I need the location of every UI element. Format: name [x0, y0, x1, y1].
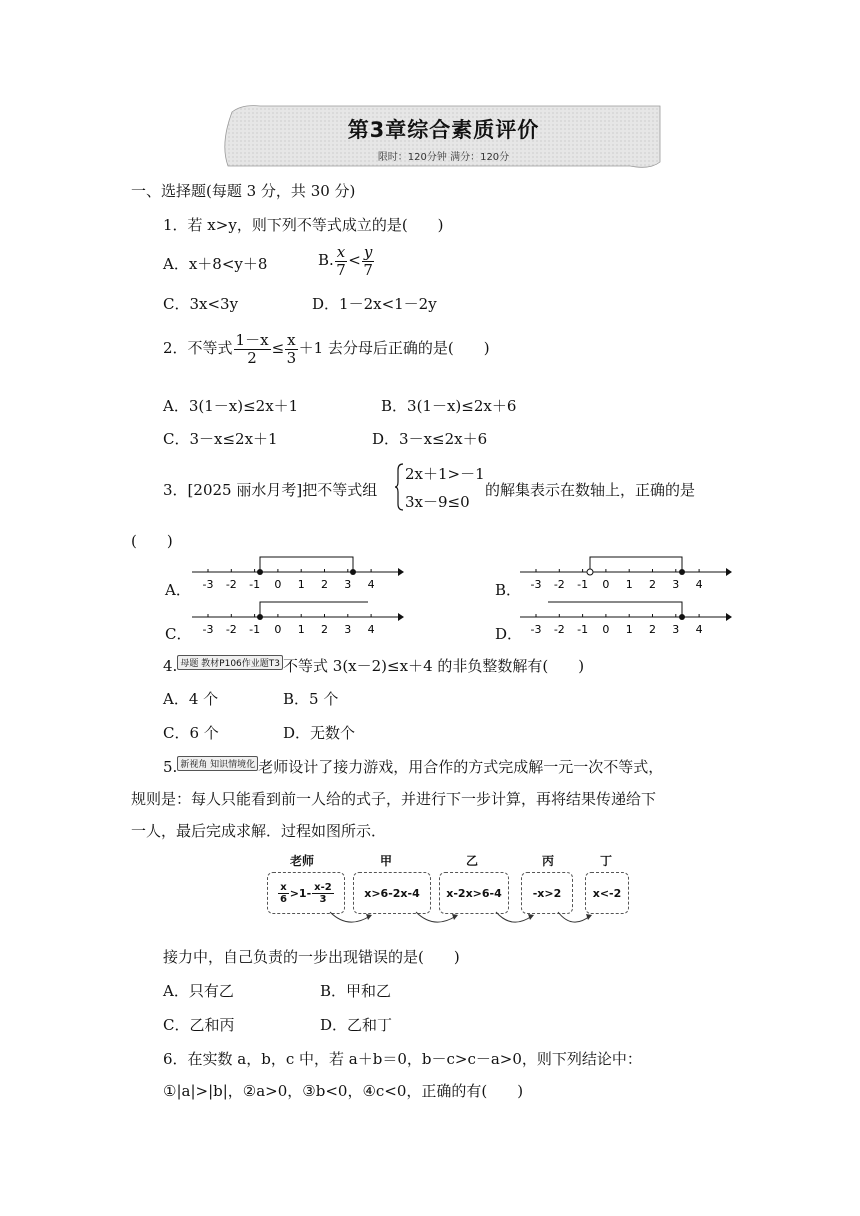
q1-option-b: B. $\frac{x}{7}$ < $\frac{y}{7}$: [318, 243, 373, 279]
q6-line-2: ①|a|>|b|，②a>0，③b<0，④c<0，正确的有( ): [163, 1082, 524, 1100]
flow-teacher-mid: >1-: [289, 886, 312, 900]
tick-label: -1: [249, 578, 261, 591]
q2-option-b: B．3(1－x)≤2x＋6: [381, 397, 517, 415]
flow-teacher-frac-b-den: 3: [319, 893, 327, 905]
flow-label-teacher: 老师: [290, 854, 315, 868]
arrow-icon: [586, 914, 592, 920]
arrow-icon: [528, 914, 534, 920]
q2-frac1-den: 2: [247, 348, 257, 367]
flow-label-yi: 乙: [466, 854, 479, 868]
q4-source-tag: 母题 教材P106作业题T3: [177, 655, 283, 670]
q5-line-3: 一人，最后完成求解．过程如图所示．: [131, 822, 387, 840]
tick-label: 0: [274, 578, 282, 591]
q3-option-b-label: B．: [495, 581, 522, 599]
q5-number: 5.: [163, 758, 178, 776]
q5-line-1: [163, 756, 663, 777]
time-limit-label: 限时：120分钟 满分：120分: [377, 152, 510, 163]
q2-suffix: ＋1 去分母后正确的是( ): [298, 339, 490, 357]
tick-label: 1: [297, 578, 305, 591]
tick-label: -1: [577, 623, 589, 636]
q1-option-a: A．x＋8<y＋8: [163, 255, 268, 273]
tick-label: -2: [225, 578, 237, 591]
tick-label: -3: [202, 578, 214, 591]
flow-box-teacher: [267, 872, 345, 914]
q2-fraction-2: [285, 332, 297, 366]
tick-label: 0: [602, 623, 610, 636]
tick-label: 4: [695, 578, 703, 591]
tick-label: 0: [602, 578, 610, 591]
q5-question: 接力中，自己负责的一步出现错误的是( ): [163, 948, 460, 966]
q1-option-c: C．3x<3y: [163, 295, 239, 313]
q4-option-b: B．5 个: [283, 690, 339, 708]
q3-inequality-2: 3x－9≤0: [405, 493, 470, 511]
q2-frac1-num: 1－x: [235, 331, 269, 349]
number-line-a: [190, 550, 405, 595]
q3-option-a-label: A．: [165, 581, 191, 599]
q3-answer-paren: ( ): [131, 532, 173, 550]
q2-option-a: A．3(1－x)≤2x＋1: [163, 397, 299, 415]
arrow-icon: [366, 914, 372, 920]
flow-label-jia: 甲: [380, 854, 393, 868]
q5-option-c: C．乙和丙: [163, 1016, 235, 1034]
q4-text: 不等式 3(x－2)≤x＋4 的非负整数解有( ): [283, 657, 585, 675]
number-line-b: [518, 550, 733, 595]
tick-label: 1: [625, 578, 633, 591]
flow-label-ding: 丁: [600, 854, 613, 868]
q3-option-c-label: C．: [165, 625, 192, 643]
q5-option-a: A．只有乙: [163, 982, 234, 1000]
q5-option-b: B．甲和乙: [320, 982, 392, 1000]
q5-option-d: D．乙和丁: [320, 1016, 393, 1034]
arrow-icon: [452, 914, 458, 920]
fraction-x-7: $\frac{x}{7}$: [336, 243, 346, 279]
flow-teacher-frac-b: [312, 882, 334, 905]
number-line-c: [190, 595, 405, 640]
q2-le: ≤: [271, 339, 285, 357]
tick-label: 1: [297, 623, 305, 636]
tick-label: 0: [274, 623, 282, 636]
tick-label: 4: [367, 578, 375, 591]
tick-label: 3: [672, 623, 680, 636]
tick-label: 4: [695, 623, 703, 636]
q2-prefix: 2．不等式: [163, 339, 233, 357]
tick-label: -1: [249, 623, 261, 636]
flow-box-bing: -x>2: [521, 872, 573, 914]
flow-box-ding: x<-2: [585, 872, 629, 914]
flow-teacher-frac-a-num: x: [280, 881, 287, 893]
fraction-y-7: $\frac{y}{7}$: [363, 243, 373, 279]
tick-label: 2: [649, 578, 656, 591]
q2-fraction-1: [234, 332, 271, 366]
tick-label: -3: [530, 623, 542, 636]
q2-option-c: C．3－x≤2x＋1: [163, 430, 278, 448]
flow-arrows: [300, 910, 620, 932]
q4-number: 4.: [163, 657, 178, 675]
flow-label-bing: 丙: [542, 854, 555, 868]
q1-option-b-label: B.: [318, 251, 334, 269]
q3-option-d-label: D．: [495, 625, 523, 643]
tick-label: 3: [344, 623, 352, 636]
tick-label: 3: [672, 578, 680, 591]
q1-option-d: D．1－2x<1－2y: [312, 295, 437, 313]
tick-label: -1: [577, 578, 589, 591]
q2-frac2-den: 3: [286, 348, 297, 367]
tick-label: -2: [553, 623, 565, 636]
q6-line-1: 6．在实数 a，b，c 中，若 a＋b＝0，b－c>c－a>0，则下列结论中：: [163, 1050, 642, 1068]
q3-inequality-1: 2x＋1>－1: [405, 465, 485, 483]
tick-label: -3: [530, 578, 542, 591]
page-title: 第3章综合素质评价: [347, 118, 540, 142]
q4-option-c: C．6 个: [163, 724, 219, 742]
q4-option-d: D．无数个: [283, 724, 356, 742]
q1-stem: 1．若 x>y，则下列不等式成立的是( ): [163, 216, 444, 234]
q4-option-a: A．4 个: [163, 690, 219, 708]
tick-label: -2: [225, 623, 237, 636]
flow-teacher-frac-a-den: 6: [280, 893, 287, 905]
q4-stem: [163, 655, 584, 676]
q2-option-d: D．3－x≤2x＋6: [372, 430, 488, 448]
tick-label: -3: [202, 623, 214, 636]
tick-label: 2: [321, 623, 328, 636]
section-heading: 一、选择题(每题 3 分，共 30 分): [131, 182, 356, 200]
q3-suffix: 的解集表示在数轴上，正确的是: [485, 481, 696, 499]
flow-teacher-frac-a: [278, 882, 288, 905]
tick-label: 4: [367, 623, 375, 636]
q5-perspective-tag: 新视角 知识情境化: [177, 756, 258, 771]
tick-label: 3: [344, 578, 352, 591]
tick-label: 1: [625, 623, 633, 636]
number-line-d: [518, 595, 733, 640]
q3-prefix: 3．[2025 丽水月考]把不等式组: [163, 481, 378, 499]
tick-label: -2: [553, 578, 565, 591]
q2-frac2-num: x: [287, 331, 296, 349]
flow-box-yi: x-2x>6-4: [439, 872, 509, 914]
q2-stem: [163, 332, 490, 366]
left-brace-icon: [395, 462, 405, 512]
chapter-banner: [220, 104, 667, 170]
q5-text-1: 老师设计了接力游戏，用合作的方式完成解一元一次不等式，: [258, 758, 664, 776]
flow-box-jia: x>6-2x-4: [353, 872, 431, 914]
tick-label: 2: [649, 623, 656, 636]
tick-label: 2: [321, 578, 328, 591]
q5-line-2: 规则是：每人只能看到前一人给的式子，并进行下一步计算，再将结果传递给下: [131, 790, 657, 808]
flow-teacher-frac-b-num: x-2: [314, 881, 332, 893]
